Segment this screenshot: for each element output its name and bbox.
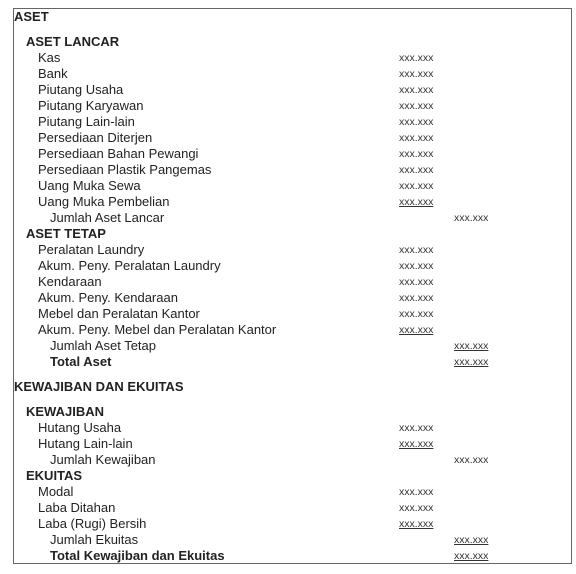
line-item-label: Laba (Rugi) Bersih <box>38 516 147 531</box>
line-item-row <box>14 290 571 306</box>
line-item-row <box>14 436 571 452</box>
line-item-label: Akum. Peny. Kendaraan <box>38 290 178 305</box>
subtotal-amount: xxx.xxx <box>454 212 489 224</box>
subsection-heading: KEWAJIBAN <box>26 404 105 419</box>
line-item-label: Akum. Peny. Mebel dan Peralatan Kantor <box>38 322 277 337</box>
subtotal-row <box>14 338 571 354</box>
line-item-amount: xxx.xxx <box>399 502 434 514</box>
line-item-row <box>14 66 571 82</box>
line-item-row <box>14 130 571 146</box>
line-item-row <box>14 146 571 162</box>
line-item-label: Peralatan Laundry <box>38 242 145 257</box>
line-item-row <box>14 322 571 338</box>
grand-total-amount: xxx.xxx <box>454 550 489 562</box>
grand-total-label: Total Aset <box>50 354 112 369</box>
line-item-row <box>14 162 571 178</box>
subtotal-row <box>14 452 571 468</box>
line-item-row <box>14 274 571 290</box>
grand-total-row <box>14 548 571 564</box>
line-item-row <box>14 516 571 532</box>
line-item-label: Uang Muka Sewa <box>38 178 141 193</box>
subsection-heading: ASET LANCAR <box>26 34 120 49</box>
line-item-amount: xxx.xxx <box>399 518 434 530</box>
subtotal-label: Jumlah Ekuitas <box>50 532 139 547</box>
line-item-label: Persediaan Bahan Pewangi <box>38 146 199 161</box>
grand-total-amount: xxx.xxx <box>454 356 489 368</box>
section-heading: ASET <box>14 9 49 24</box>
balance-sheet <box>13 8 572 564</box>
line-item-amount: xxx.xxx <box>399 292 434 304</box>
line-item-label: Piutang Lain-lain <box>38 114 135 129</box>
line-item-row <box>14 420 571 436</box>
line-item-label: Hutang Usaha <box>38 420 122 435</box>
subsection-heading-row <box>14 226 571 242</box>
subtotal-row <box>14 532 571 548</box>
line-item-label: Laba Ditahan <box>38 500 116 515</box>
line-item-amount: xxx.xxx <box>399 116 434 128</box>
line-item-amount: xxx.xxx <box>399 276 434 288</box>
subsection-heading: EKUITAS <box>26 468 83 483</box>
line-item-amount: xxx.xxx <box>399 486 434 498</box>
line-item-amount: xxx.xxx <box>399 324 434 336</box>
line-item-label: Kendaraan <box>38 274 102 289</box>
line-item-row <box>14 82 571 98</box>
line-item-amount: xxx.xxx <box>399 164 434 176</box>
subtotal-label: Jumlah Aset Tetap <box>50 338 156 353</box>
line-item-amount: xxx.xxx <box>399 68 434 80</box>
line-item-row <box>14 500 571 516</box>
line-item-label: Piutang Usaha <box>38 82 124 97</box>
line-item-row <box>14 484 571 500</box>
line-item-row <box>14 50 571 66</box>
line-item-row <box>14 114 571 130</box>
line-item-amount: xxx.xxx <box>399 422 434 434</box>
line-item-amount: xxx.xxx <box>399 84 434 96</box>
line-item-label: Hutang Lain-lain <box>38 436 133 451</box>
line-item-label: Persediaan Diterjen <box>38 130 153 145</box>
subtotal-amount: xxx.xxx <box>454 454 489 466</box>
line-item-amount: xxx.xxx <box>399 260 434 272</box>
line-item-row <box>14 242 571 258</box>
subtotal-amount: xxx.xxx <box>454 534 489 546</box>
section-heading-row <box>14 379 571 395</box>
line-item-row <box>14 194 571 210</box>
grand-total-row <box>14 354 571 370</box>
subtotal-label: Jumlah Aset Lancar <box>50 210 165 225</box>
line-item-label: Modal <box>38 484 74 499</box>
line-item-amount: xxx.xxx <box>399 438 434 450</box>
subsection-heading-row <box>14 404 571 420</box>
subsection-heading-row <box>14 34 571 50</box>
line-item-row <box>14 306 571 322</box>
line-item-amount: xxx.xxx <box>399 52 434 64</box>
line-item-amount: xxx.xxx <box>399 196 434 208</box>
subtotal-amount: xxx.xxx <box>454 340 489 352</box>
grand-total-label: Total Kewajiban dan Ekuitas <box>50 548 225 563</box>
line-item-label: Uang Muka Pembelian <box>38 194 170 209</box>
section-heading: KEWAJIBAN DAN EKUITAS <box>14 379 184 394</box>
line-item-row <box>14 178 571 194</box>
line-item-amount: xxx.xxx <box>399 244 434 256</box>
section-heading-row <box>14 9 571 25</box>
line-item-amount: xxx.xxx <box>399 180 434 192</box>
subtotal-row <box>14 210 571 226</box>
line-item-amount: xxx.xxx <box>399 100 434 112</box>
line-item-label: Piutang Karyawan <box>38 98 144 113</box>
line-item-label: Persediaan Plastik Pangemas <box>38 162 212 177</box>
line-item-row <box>14 258 571 274</box>
line-item-amount: xxx.xxx <box>399 308 434 320</box>
line-item-amount: xxx.xxx <box>399 148 434 160</box>
subtotal-label: Jumlah Kewajiban <box>50 452 156 467</box>
subsection-heading-row <box>14 468 571 484</box>
subsection-heading: ASET TETAP <box>26 226 106 241</box>
line-item-label: Bank <box>38 66 68 81</box>
line-item-label: Mebel dan Peralatan Kantor <box>38 306 200 321</box>
line-item-label: Akum. Peny. Peralatan Laundry <box>38 258 221 273</box>
line-item-row <box>14 98 571 114</box>
line-item-amount: xxx.xxx <box>399 132 434 144</box>
line-item-label: Kas <box>38 50 61 65</box>
